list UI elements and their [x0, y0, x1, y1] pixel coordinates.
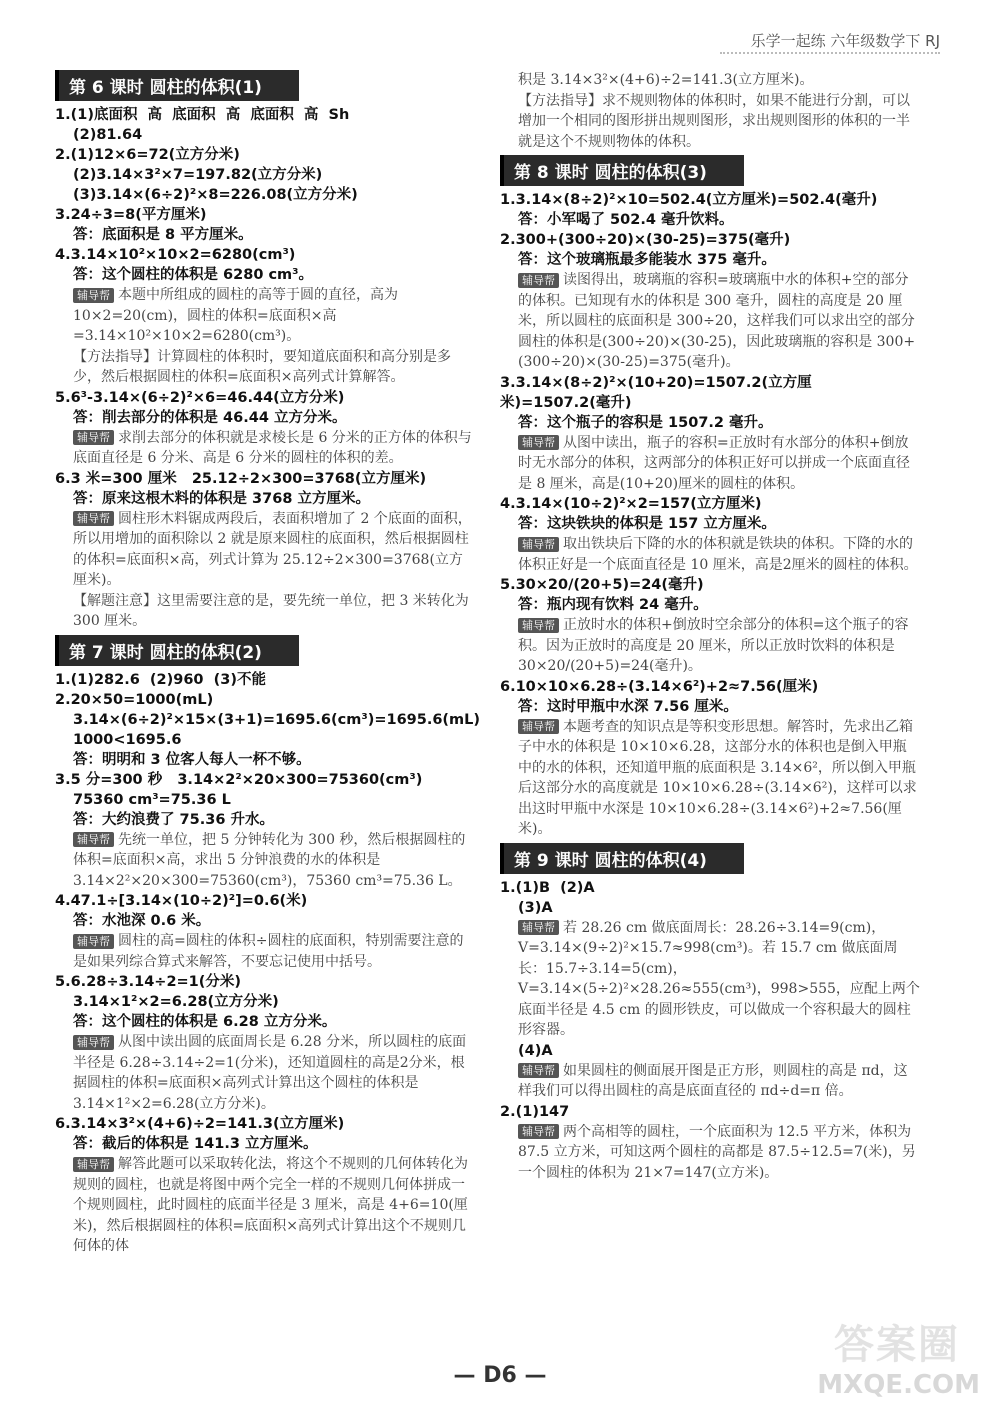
answer-line — [500, 190, 920, 210]
line-text: 【方法指导】计算圆柱的体积时，要知道底面积和高分别是多少，然后根据圆柱的体积=底面积×高列式计算解答。 — [73, 348, 451, 385]
explanation-text — [55, 347, 475, 388]
answer-line — [55, 710, 481, 730]
helper-tag: 辅导帮 — [518, 273, 559, 288]
line-text: 答：这个圆柱的体积是 6280 cm³。 — [73, 267, 314, 283]
answer-line — [55, 810, 475, 830]
explanation-text — [500, 918, 920, 1041]
helper-tag: 辅导帮 — [518, 920, 559, 935]
helper-tag: 辅导帮 — [73, 1035, 114, 1050]
answer-line — [55, 1012, 475, 1032]
explanation-text — [500, 433, 920, 495]
helper-tag: 辅导帮 — [73, 832, 114, 847]
explanation-text — [500, 717, 920, 840]
lesson-title: 第 7 课时 圆柱的体积(2) — [55, 635, 299, 666]
helper-tag: 辅导帮 — [73, 288, 114, 303]
lesson-section — [55, 70, 475, 632]
line-text: (2)3.14×3²×7=197.82(立方分米) — [73, 167, 323, 183]
line-text: 【解题注意】这里需要注意的是，要先统一单位，把 3 米转化为 300 厘米。 — [73, 592, 474, 629]
line-text: 答：削去部分的体积是 46.44 立方分米。 — [73, 409, 347, 426]
answer-line — [500, 697, 920, 717]
line-text: 1.3.14×(8÷2)²×10=502.4(立方厘米)=502.4(毫升) — [500, 192, 878, 208]
line-text: 1.(1)282.6 (2)960 (3)不能 — [55, 671, 266, 688]
header-divider — [720, 52, 940, 54]
answer-line — [55, 205, 475, 225]
line-text: 两个高相等的圆柱，一个底面积为 12.5 平方米，体积为 87.5 立方米，可知这两个圆柱的高都是 87.5÷12.5=7(米)，另一个圆柱的体积为 21×7=147(立方米)。 — [518, 1123, 916, 1181]
right-column — [500, 70, 920, 1186]
lesson-title: 第 9 课时 圆柱的体积(4) — [500, 843, 744, 874]
line-text: 读图得出，玻璃瓶的容积=玻璃瓶中水的体积+空的部分的体积。已知现有水的体积是 300 毫升，圆柱的高度是 20 厘米，所以圆柱的底面积是 300÷20，这样我们可以求出空的部分圆柱的体积是(300÷20)×(30-25)，因此玻璃瓶的容积是 300+(300÷20)×(30-25)=375(毫升)。 — [518, 272, 916, 370]
answer-line — [500, 878, 920, 898]
line-text: 答：明明和 3 位客人每人一杯不够。 — [73, 751, 311, 768]
answer-line — [55, 690, 475, 710]
line-text: 4.3.14×10²×10×2=6280(cm³) — [55, 247, 296, 263]
answer-line — [500, 514, 920, 534]
page-number-text: D6 — [483, 1363, 517, 1388]
answer-line — [500, 1041, 920, 1061]
answer-line — [500, 250, 920, 270]
line-text: 3.24÷3=8(平方厘米) — [55, 207, 207, 223]
line-text: 答：这个圆柱的体积是 6.28 立方分米。 — [73, 1014, 337, 1030]
explanation-text — [500, 615, 920, 677]
answer-line — [55, 469, 475, 489]
answer-line — [500, 494, 920, 514]
answer-line — [55, 105, 475, 125]
explanation-text — [500, 270, 920, 373]
left-column — [55, 70, 481, 1260]
line-text: 【方法指导】求不规则物体的体积时，如果不能进行分割，可以增加一个相同的图形拼出规则图形，求出规则图形的体积的一半就是这个不规则物体的体积。 — [518, 92, 910, 150]
line-text: 本题考查的知识点是等积变形思想。解答时，先求出乙箱子中水的体积是 10×10×6.28，这部分水的体积也是倒入甲瓶中的水的体积，还知道甲瓶的底面积是 3.14×6²，所以倒入甲瓶后这部分水的高度就是 10×10×6.28÷(3.14×6²)，这样可以求出这时甲瓶中水深是 10×10×6.28÷(3.14×6²)+2≈7.56(厘米)。 — [518, 718, 917, 837]
helper-tag: 辅导帮 — [518, 618, 559, 633]
explanation-text — [500, 70, 920, 91]
lesson-section — [500, 70, 920, 152]
watermark-logo: 答案圈 — [834, 1322, 960, 1368]
answer-line — [500, 677, 920, 697]
line-text: 2.(1)147 — [500, 1103, 570, 1120]
answer-line — [55, 670, 475, 690]
answer-line — [55, 992, 475, 1012]
helper-tag: 辅导帮 — [73, 1157, 114, 1172]
answer-line — [500, 575, 920, 595]
answer-line — [55, 770, 475, 790]
helper-tag: 辅导帮 — [73, 430, 114, 445]
explanation-text — [500, 91, 920, 153]
line-text: 圆柱的高=圆柱的体积÷圆柱的底面积，特别需要注意的是如果列综合算式来解答，不要忘记使用中括号。 — [73, 933, 464, 970]
helper-tag: 辅导帮 — [518, 719, 559, 734]
line-text: 5.6.28÷3.14÷2=1(分米) — [55, 974, 242, 990]
line-text: (2)81.64 — [73, 127, 143, 143]
line-text: 取出铁块后下降的水的体积就是铁块的体积。下降的水的体积正好是一个底面直径是 10 厘米，高是2厘米的圆柱的体积。 — [518, 536, 918, 573]
answer-line — [55, 225, 475, 245]
helper-tag: 辅导帮 — [518, 1063, 559, 1078]
line-text: 3.14×1²×2=6.28(立方分米) — [73, 994, 279, 1010]
page-header: 乐学一起练 六年级数学下 RJ — [750, 32, 940, 50]
answer-line — [55, 245, 475, 265]
line-text: 6.3 米=300 厘米 25.12÷2×300=3768(立方厘米) — [55, 470, 427, 487]
line-text: 答：小军喝了 502.4 毫升饮料。 — [518, 212, 734, 228]
line-text: 75360 cm³=75.36 L — [73, 791, 231, 808]
helper-tag: 辅导帮 — [518, 537, 559, 552]
line-text: 3.3.14×(8÷2)²×(10+20)=1507.2(立方厘米)=1507.2(毫升) — [500, 374, 812, 411]
explanation-text — [55, 931, 475, 972]
answer-line — [55, 408, 475, 428]
answer-line — [500, 413, 920, 433]
line-text: (4)A — [518, 1042, 553, 1059]
answer-line — [500, 595, 920, 615]
explanation-text — [55, 591, 475, 632]
answer-line — [55, 911, 475, 931]
line-text: 3.5 分=300 秒 3.14×2²×20×300=75360(cm³) — [55, 771, 423, 788]
answer-line — [55, 185, 475, 205]
explanation-text — [55, 830, 475, 892]
lesson-section — [55, 635, 481, 1257]
explanation-text — [55, 428, 475, 469]
line-text: 答：这块铁块的体积是 157 立方厘米。 — [518, 516, 776, 532]
helper-tag: 辅导帮 — [518, 1124, 559, 1139]
explanation-text — [500, 534, 920, 575]
helper-tag: 辅导帮 — [73, 511, 114, 526]
line-text: 6.10×10×6.28÷(3.14×6²)+2≈7.56(厘米) — [500, 678, 819, 695]
helper-tag: 辅导帮 — [73, 934, 114, 949]
answer-line — [55, 265, 475, 285]
line-text: 答：原来这根木料的体积是 3768 立方厘米。 — [73, 490, 370, 507]
line-text: (3)A — [518, 899, 553, 916]
line-text: 求削去部分的体积就是求棱长是 6 分米的正方体的体积与底面直径是 6 分米、高是 6 分米的圆柱的体积的差。 — [73, 429, 472, 466]
line-text: 圆柱形木料锯成两段后，表面积增加了 2 个底面的面积，所以用增加的面积除以 2 就是原来圆柱的底面积，然后根据圆柱的体积=底面积×高，列式计算为 25.12÷2×300=3768(立方厘米)。 — [73, 510, 472, 588]
answer-line — [55, 972, 475, 992]
line-text: 3.14×(6÷2)²×15×(3+1)=1695.6(cm³)=1695.6(mL) — [73, 711, 481, 728]
line-text: 1.(1)底面积 高 底面积 高 底面积 高 Sh — [55, 107, 350, 123]
answer-line — [55, 790, 475, 810]
line-text: 本题中所组成的圆柱的高等于圆的直径，高为10×2=20(cm)，圆柱的体积=底面积×高=3.14×10²×10×2=6280(cm³)。 — [73, 287, 398, 344]
explanation-text — [55, 1154, 475, 1257]
lesson-title: 第 6 课时 圆柱的体积(1) — [55, 70, 299, 101]
line-text: 4.3.14×(10÷2)²×2=157(立方厘米) — [500, 496, 762, 512]
explanation-text — [55, 509, 475, 591]
line-text: 答：瓶内现有饮料 24 毫升。 — [518, 597, 708, 613]
explanation-text — [500, 1061, 920, 1102]
watermark-url: MXQE.COM — [817, 1370, 980, 1400]
line-text: 答：截后的体积是 141.3 立方厘米。 — [73, 1136, 318, 1152]
line-text: 从图中读出圆的底面周长是 6.28 分米，所以圆柱的底面半径是 6.28÷3.14÷2=1(分米)，还知道圆柱的高是2分米，根据圆柱的体积=底面积×高列式计算出这个圆柱的体积是 3.14×1²×2=6.28(立方分米)。 — [73, 1034, 467, 1112]
line-text: 正放时水的体积+倒放时空余部分的体积=这个瓶子的容积。因为正放时的高度是 20 厘米，所以正放时饮料的体积是 30×20/(20+5)=24(毫升)。 — [518, 617, 909, 674]
answer-line — [500, 230, 920, 250]
line-text: 答：这个瓶子的容积是 1507.2 毫升。 — [518, 414, 773, 431]
answer-line — [55, 145, 475, 165]
line-text: 如果圆柱的侧面展开图是正方形，则圆柱的高是 πd，这样我们可以得出圆柱的高是底面直径的 πd÷d=π 倍。 — [518, 1062, 908, 1099]
answer-line — [55, 1134, 475, 1154]
page-number: — D6 — — [453, 1363, 547, 1388]
helper-tag: 辅导帮 — [518, 435, 559, 450]
answer-line — [500, 210, 920, 230]
line-text: 1000<1695.6 — [73, 731, 182, 748]
answer-line — [500, 1102, 920, 1122]
line-text: 解答此题可以采取转化法，将这个不规则的几何体转化为规则的圆柱，也就是将图中两个完全一样的不规则几何体拼成一个规则圆柱，此时圆柱的底面半径是 3 厘米，高是 4+6=10(厘米)，然后根据圆柱的体积=底面积×高列式计算出这个不规则几何体的体 — [73, 1156, 468, 1254]
line-text: 6.3.14×3²×(4+6)÷2=141.3(立方厘米) — [55, 1116, 345, 1132]
line-text: 从图中读出，瓶子的容积=正放时有水部分的体积+倒放时无水部分的体积，这两部分的体积正好可以拼成一个底面直径是 8 厘米，高是(10+20)厘米的圆柱的体积。 — [518, 434, 910, 492]
answer-line — [55, 1114, 475, 1134]
line-text: 4.47.1÷[3.14×(10÷2)²]=0.6(米) — [55, 893, 308, 909]
line-text: 答：这个玻璃瓶最多能装水 375 毫升。 — [518, 252, 776, 268]
line-text: 2.20×50=1000(mL) — [55, 691, 214, 708]
line-text: 5.6³-3.14×(6÷2)²×6=46.44(立方分米) — [55, 389, 345, 406]
answer-line — [55, 891, 475, 911]
answer-line — [55, 388, 475, 408]
line-text: 2.(1)12×6=72(立方分米) — [55, 147, 240, 163]
explanation-text — [55, 285, 475, 347]
lesson-section — [500, 843, 920, 1184]
line-text: 积是 3.14×3²×(4+6)÷2=141.3(立方厘米)。 — [518, 72, 814, 88]
line-text: 若 28.26 cm 做底面周长：28.26÷3.14=9(cm)，V=3.14×(9÷2)²×15.7≈998(cm³)。若 15.7 cm 做底面周长：15.7÷3.14=5(cm)，V=3.14×(5÷2)²×28.26≈555(cm³)，998>555，应配上两个底面半径是 4.5 cm 的圆形铁皮，可以做成一个容积最大的圆柱形容器。 — [518, 919, 920, 1038]
line-text: (3)3.14×(6÷2)²×8=226.08(立方分米) — [73, 187, 358, 203]
line-text: 答：这时甲瓶中水深 7.56 厘米。 — [518, 698, 738, 715]
answer-line — [55, 125, 475, 145]
line-text: 答：底面积是 8 平方厘米。 — [73, 227, 253, 243]
line-text: 1.(1)B (2)A — [500, 879, 595, 896]
lesson-title: 第 8 课时 圆柱的体积(3) — [500, 155, 744, 186]
explanation-text — [55, 1032, 475, 1114]
explanation-text — [500, 1122, 920, 1184]
answer-line — [55, 750, 475, 770]
line-text: 答：大约浪费了 75.36 升水。 — [73, 811, 274, 828]
line-text: 2.300+(300÷20)×(30-25)=375(毫升) — [500, 232, 791, 248]
line-text: 答：水池深 0.6 米。 — [73, 913, 211, 929]
line-text: 5.30×20/(20+5)=24(毫升) — [500, 577, 704, 593]
answer-line — [55, 489, 475, 509]
answer-line — [500, 373, 920, 413]
lesson-section — [500, 155, 920, 840]
line-text: 先统一单位，把 5 分钟转化为 300 秒，然后根据圆柱的体积=底面积×高，求出 5 分钟浪费的水的体积是 3.14×2²×20×300=75360(cm³)，75360 cm³=75.36 L。 — [73, 831, 466, 889]
answer-line — [500, 898, 920, 918]
answer-line — [55, 730, 475, 750]
answer-line — [55, 165, 475, 185]
